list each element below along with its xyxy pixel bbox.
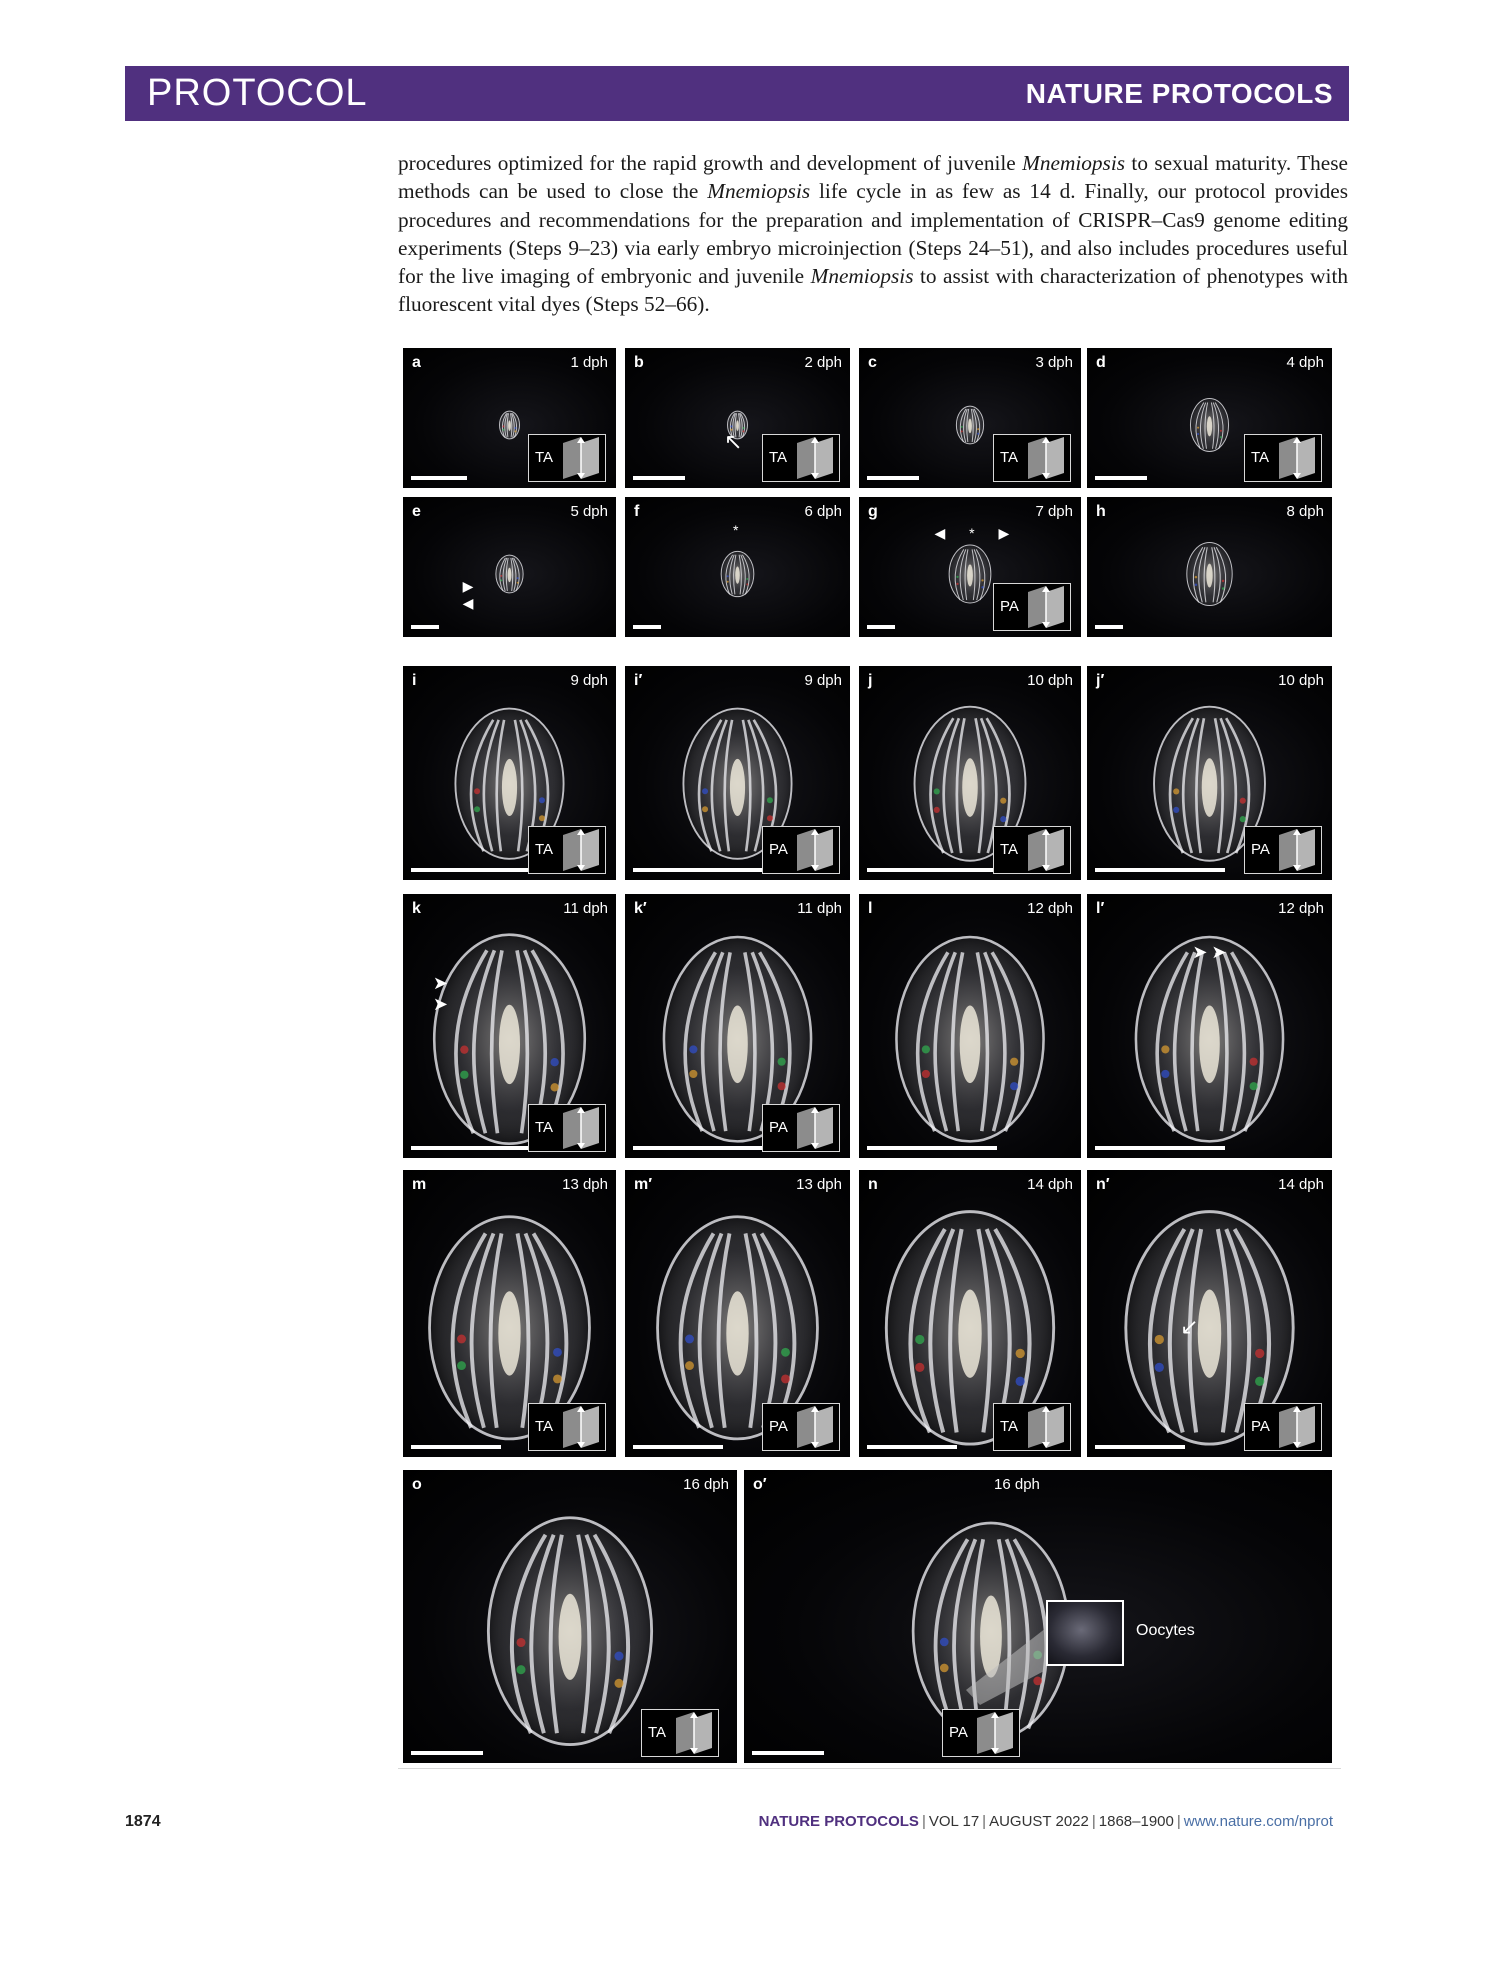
scale-bar (867, 868, 997, 872)
figure-panel (403, 1170, 616, 1457)
footer-url-link[interactable]: www.nature.com/nprot (1183, 1813, 1333, 1830)
arrow-annotation: ◀ * ▶ (934, 525, 1020, 541)
panel-age-label: 11 dph (563, 900, 608, 917)
panel-label: n (868, 1176, 878, 1193)
panel-label: o (412, 1476, 422, 1493)
arrow-annotation: ➤➤ (1192, 941, 1231, 962)
page-header (125, 66, 1349, 121)
arrow-annotation: ↖ (724, 429, 747, 455)
figure-panel (859, 894, 1081, 1158)
ctenophore-image (859, 894, 1081, 1158)
figure-panel (859, 497, 1081, 637)
panel-age-label: 1 dph (570, 354, 608, 371)
figure-panel (625, 1170, 850, 1457)
figure-panel (403, 1470, 737, 1763)
scale-bar (867, 1445, 957, 1449)
scale-bar (1095, 1146, 1225, 1150)
panel-label: l (868, 900, 873, 917)
panel-age-label: 14 dph (1027, 1176, 1073, 1193)
panel-label: k′ (634, 900, 647, 917)
panel-age-label: 5 dph (570, 503, 608, 520)
body-paragraph-text (398, 149, 1348, 319)
footer-date: AUGUST 2022 (989, 1813, 1089, 1830)
body-paragraph (398, 149, 1348, 319)
orientation-label: TA (535, 841, 554, 858)
orientation-label: TA (535, 449, 554, 466)
orientation-label: TA (648, 1724, 667, 1741)
panel-label: i (412, 672, 417, 689)
footer-pages: 1868–1900 (1098, 1813, 1174, 1830)
panel-age-label: 16 dph (683, 1476, 729, 1493)
scale-bar (867, 625, 895, 629)
orientation-label: TA (1000, 1418, 1019, 1435)
panel-age-label: 12 dph (1027, 900, 1073, 917)
panel-label: e (412, 503, 421, 520)
orientation-label: PA (1251, 1418, 1270, 1435)
panel-age-label: 9 dph (570, 672, 608, 689)
scale-bar (867, 476, 919, 480)
orientation-icon (762, 826, 840, 874)
panel-label: j (868, 672, 873, 689)
scale-bar (411, 868, 541, 872)
figure-panel (1087, 666, 1332, 880)
footer-citation: NATURE PROTOCOLS | VOL 17 | AUGUST 2022 | 1868–1900 | www.nature.com/nprot (758, 1813, 1333, 1830)
scale-bar (1095, 1445, 1185, 1449)
figure-panel (859, 348, 1081, 488)
scale-bar (1095, 476, 1147, 480)
orientation-label: TA (535, 1418, 554, 1435)
scale-bar (1095, 868, 1225, 872)
figure-panel (403, 666, 616, 880)
figure-panel (744, 1470, 1332, 1763)
oocytes-inset (1046, 1600, 1124, 1666)
orientation-icon (993, 826, 1071, 874)
figure-panel (1087, 497, 1332, 637)
scale-bar (411, 1445, 501, 1449)
page-number: 1874 (125, 1813, 161, 1830)
orientation-icon (1244, 434, 1322, 482)
arrow-annotation: ↙ (1180, 1313, 1203, 1339)
species-name: Mnemiopsis (1022, 151, 1126, 175)
panel-age-label: 10 dph (1278, 672, 1324, 689)
figure-panel (1087, 894, 1332, 1158)
panel-age-label: 11 dph (797, 900, 842, 917)
panel-label: n′ (1096, 1176, 1110, 1193)
footer-journal: NATURE PROTOCOLS (758, 1813, 919, 1830)
figure-panel (859, 666, 1081, 880)
figure-juvenile-development (398, 343, 1341, 1769)
orientation-icon (762, 1104, 840, 1152)
panel-label: m′ (634, 1176, 653, 1193)
body-text-run: life cycle in as few as 14 d. Finally, our protocol provides procedures and recommendations for the preparation and implementation of CRISPR–Cas9 genome editing experiments (Steps 9–23) via early embryo microinjection (Steps 24–51), and also includes procedures useful for the live imaging of embryonic and juvenile (398, 179, 1348, 289)
orientation-label: PA (769, 841, 788, 858)
orientation-label: PA (769, 1418, 788, 1435)
panel-age-label: 2 dph (804, 354, 842, 371)
orientation-label: TA (769, 449, 788, 466)
arrow-annotation: ▶ ◀ (462, 578, 544, 612)
orientation-label: PA (769, 1119, 788, 1136)
figure-panel (1087, 348, 1332, 488)
figure-panel (859, 1170, 1081, 1457)
orientation-icon (993, 583, 1071, 631)
ctenophore-image (1087, 894, 1332, 1158)
panel-label: c (868, 354, 877, 371)
panel-age-label: 6 dph (804, 503, 842, 520)
orientation-label: TA (1251, 449, 1270, 466)
panel-age-label: 12 dph (1278, 900, 1324, 917)
panel-label: k (412, 900, 421, 917)
species-name: Mnemiopsis (707, 179, 811, 204)
panel-age-label: 14 dph (1278, 1176, 1324, 1193)
orientation-icon (641, 1709, 719, 1757)
panel-age-label: 13 dph (796, 1176, 842, 1193)
figure-panel (625, 348, 850, 488)
panel-label: j′ (1096, 672, 1105, 689)
scale-bar (633, 625, 661, 629)
journal-label: NATURE PROTOCOLS (1025, 77, 1333, 109)
body-text-run: to sexual maturity. These methods can be used to close the (398, 151, 1348, 204)
figure-panel (403, 348, 616, 488)
oocytes-label: Oocytes (1136, 1622, 1195, 1639)
panel-label: i′ (634, 672, 643, 689)
scale-bar (867, 1146, 997, 1150)
arrow-annotation: ➤ ➤ (432, 973, 558, 1015)
panel-age-label: 7 dph (1035, 503, 1073, 520)
figure-panel (1087, 1170, 1332, 1457)
scale-bar (633, 1146, 763, 1150)
orientation-label: TA (535, 1119, 554, 1136)
orientation-label: PA (949, 1724, 968, 1741)
figure-panel (625, 497, 850, 637)
orientation-label: PA (1000, 598, 1019, 615)
panel-label: a (412, 354, 421, 371)
arrow-annotation: * (733, 522, 743, 539)
orientation-icon (528, 1403, 606, 1451)
panel-age-label: 8 dph (1286, 503, 1324, 520)
panel-label: m (412, 1176, 427, 1193)
figure-panel (403, 894, 616, 1158)
scale-bar (411, 476, 467, 480)
scale-bar (633, 476, 685, 480)
panel-label: o′ (753, 1476, 767, 1493)
panel-age-label: 4 dph (1286, 354, 1324, 371)
orientation-label: TA (1000, 841, 1019, 858)
scale-bar (633, 868, 763, 872)
orientation-label: PA (1251, 841, 1270, 858)
body-text-run: procedures optimized for the rapid growth and development of juvenile (398, 151, 1023, 175)
orientation-icon (528, 434, 606, 482)
panel-age-label: 13 dph (562, 1176, 608, 1193)
panel-label: g (868, 503, 878, 520)
panel-label: l′ (1096, 900, 1105, 917)
figure-panel (403, 497, 616, 637)
scale-bar (411, 1146, 541, 1150)
orientation-icon (993, 434, 1071, 482)
orientation-icon (1244, 1403, 1322, 1451)
figure-panel (625, 894, 850, 1158)
body-text-run: to assist with characterization of phenotypes with fluorescent vital dyes (Steps 52–66). (398, 264, 1349, 317)
scale-bar (411, 625, 439, 629)
panel-age-label: 16 dph (994, 1476, 1040, 1493)
panel-label: b (634, 354, 644, 371)
scale-bar (633, 1445, 723, 1449)
orientation-icon (528, 826, 606, 874)
orientation-icon (1244, 826, 1322, 874)
orientation-icon (762, 1403, 840, 1451)
orientation-label: TA (1000, 449, 1019, 466)
panel-label: d (1096, 354, 1106, 371)
panel-age-label: 9 dph (804, 672, 842, 689)
figure-panel (625, 666, 850, 880)
panel-label: f (634, 503, 640, 520)
panel-age-label: 10 dph (1027, 672, 1073, 689)
orientation-icon (762, 434, 840, 482)
scale-bar (1095, 625, 1123, 629)
panel-label: h (1096, 503, 1106, 520)
species-name: Mnemiopsis (810, 264, 914, 289)
section-label: PROTOCOL (147, 72, 368, 114)
panel-age-label: 3 dph (1035, 354, 1073, 371)
orientation-icon (528, 1104, 606, 1152)
footer-volume: VOL 17 (928, 1813, 980, 1830)
scale-bar (411, 1751, 483, 1755)
orientation-icon (993, 1403, 1071, 1451)
callout-connector (744, 1470, 1332, 1763)
